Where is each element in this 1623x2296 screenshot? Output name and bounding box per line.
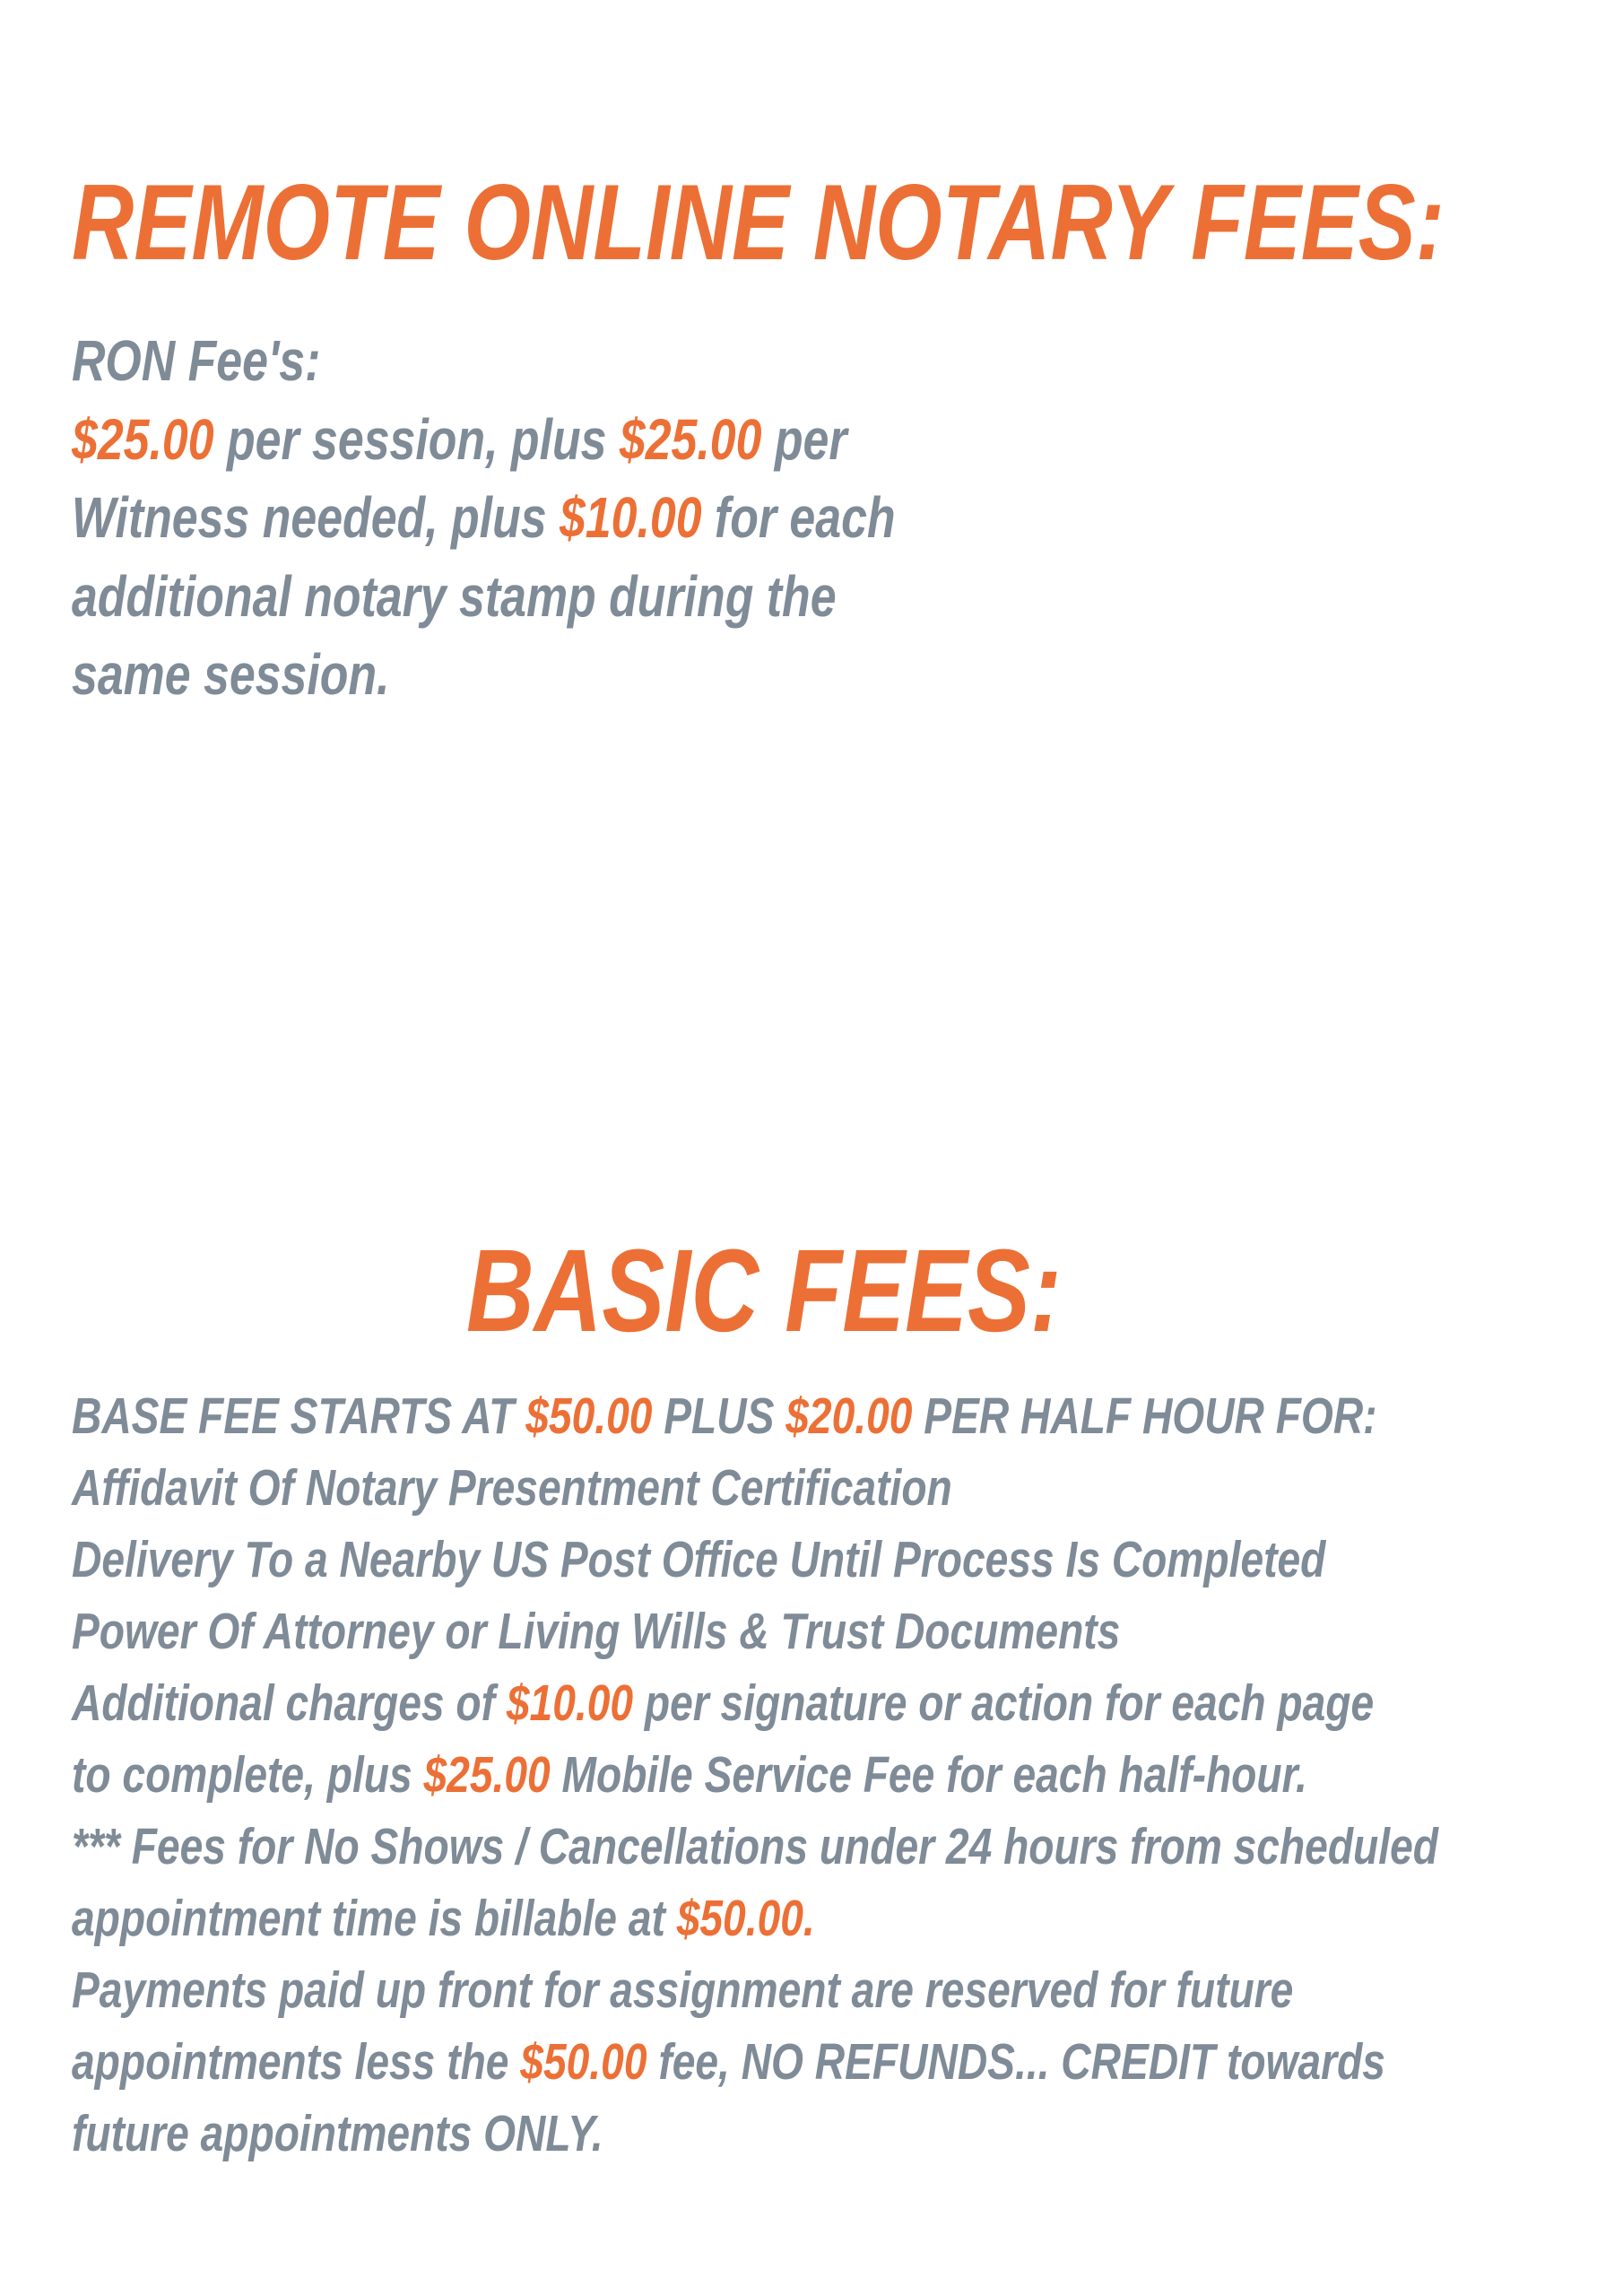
text: Mobile Service Fee for each half-hour. — [550, 1746, 1307, 1804]
no-show-fee-amount: $50.00. — [676, 1890, 815, 1947]
text: PER HALF HOUR FOR: — [912, 1387, 1377, 1445]
stamp-fee-amount: $10.00 — [559, 485, 702, 550]
text: Additional charges of — [72, 1674, 507, 1732]
text: per session, plus — [213, 407, 620, 472]
signature-fee-amount: $10.00 — [506, 1674, 634, 1732]
ron-fee-line-3: additional notary stamp during the — [72, 564, 837, 629]
basic-fee-line-8 — [72, 1890, 815, 1947]
text: per signature or action for each page — [633, 1674, 1375, 1732]
basic-fee-line-3: Delivery To a Nearby US Post Office Until Process Is Completed — [72, 1531, 1326, 1588]
basic-fee-line-5 — [72, 1674, 1375, 1732]
text: to complete, plus — [72, 1746, 424, 1804]
text: appointments less the — [72, 2033, 521, 2091]
basic-fee-line-7: *** Fees for No Shows / Cancellations under 24 hours from scheduled — [72, 1818, 1438, 1875]
ron-fee-line-1 — [72, 407, 847, 472]
ron-fee-line-4: same session. — [72, 642, 390, 707]
text: for each — [701, 485, 896, 550]
ron-fee-line-2 — [72, 485, 896, 550]
basic-fee-line-10 — [72, 2033, 1385, 2091]
text: per — [761, 407, 847, 472]
basic-fee-line-2: Affidavit Of Notary Presentment Certification — [72, 1459, 952, 1517]
basic-fee-line-6 — [72, 1746, 1307, 1804]
basic-fee-line-9: Payments paid up front for assignment are reserved for future — [72, 1961, 1294, 2019]
mobile-fee-amount: $25.00 — [423, 1746, 551, 1804]
half-hour-fee-amount: $20.00 — [785, 1387, 913, 1445]
basic-fee-line-4: Power Of Attorney or Living Wills & Trust Documents — [72, 1603, 1121, 1660]
text: PLUS — [652, 1387, 786, 1445]
text: fee, NO REFUNDS... CREDIT towards — [647, 2033, 1385, 2091]
basic-fee-line-11: future appointments ONLY. — [72, 2105, 603, 2162]
text: Witness needed, plus — [72, 485, 560, 550]
remote-fees-heading: REMOTE ONLINE NOTARY FEES: — [72, 162, 1445, 283]
base-fee-amount: $50.00 — [525, 1387, 653, 1445]
basic-fee-line-1 — [72, 1387, 1377, 1445]
text: appointment time is billable at — [72, 1890, 677, 1947]
ron-fees-label: RON Fee's: — [72, 328, 321, 393]
basic-fees-heading: BASIC FEES: — [466, 1224, 1062, 1356]
session-fee-amount: $25.00 — [72, 407, 214, 472]
witness-fee-amount: $25.00 — [619, 407, 762, 472]
text: BASE FEE STARTS AT — [72, 1387, 526, 1445]
refund-fee-amount: $50.00 — [520, 2033, 647, 2091]
